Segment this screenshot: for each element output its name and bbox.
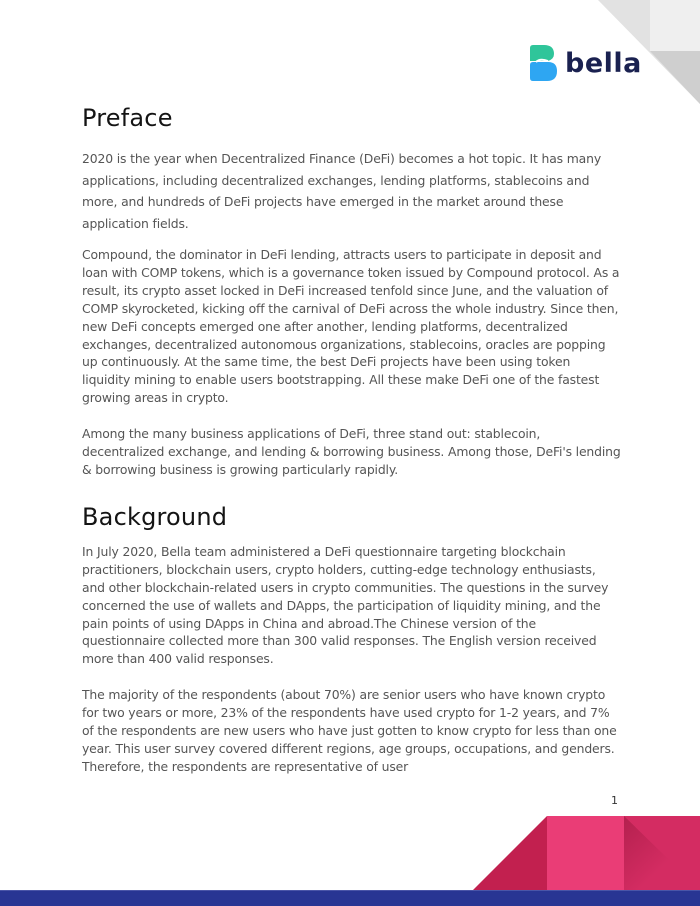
bella-logo	[528, 44, 642, 82]
heading-preface: Preface	[82, 104, 173, 132]
preface-paragraph-2: Compound, the dominator in DeFi lending, attracts users to participate in deposit and loan with COMP tokens, which is a governance token issued by Compound protocol. As a result, its crypto asset locked in DeFi increased tenfold since June, and the valuation of COMP skyrocketed, kicking off the carnival of DeFi across the whole industry. Since then, new DeFi concepts emerged one after another, lending platforms, decentralized exchanges, decentralized autonomous organizations, stablecoins, oracles are popping up continuously. At the same time, the best DeFi projects have been using token liquidity mining to enable users bootstrapping. All these make DeFi one of the fastest growing areas in crypto.	[82, 247, 620, 406]
bella-logo-text: bella	[565, 47, 642, 79]
page-number: 1	[611, 794, 618, 807]
footer-decoration	[0, 806, 700, 906]
document-body	[82, 104, 622, 776]
preface-paragraph-3: Among the many business applications of DeFi, three stand out: stablecoin, decentralized exchange, and lending & borrowing business. Among those, DeFi's lending & borrowing business is growing particularly rapidly.	[82, 426, 621, 477]
preface-paragraph-1: 2020 is the year when Decentralized Finance (DeFi) becomes a hot topic. It has many applications, including decentralized exchanges, lending platforms, stablecoins and more, and hundreds of DeFi projects have emerged in the market around these application fields.	[82, 151, 602, 231]
background-paragraph-2: The majority of the respondents (about 70%) are senior users who have known crypto for two years or more, 23% of the respondents have used crypto for 1-2 years, and 7% of the respondents are new users who have just gotten to know crypto for less than one year. This user survey covered different regions, age groups, occupations, and genders. Therefore, the respondents are representative of user	[82, 687, 617, 774]
heading-background: Background	[82, 502, 228, 531]
background-paragraph-1: In July 2020, Bella team administered a DeFi questionnaire targeting blockchain practitioners, blockchain users, crypto holders, cutting-edge technology enthusiasts, and other blockchain-related users in crypto communities. The questions in the survey concerned the use of wallets and DApps, the participation of liquidity mining, and the pain points of using DApps in China and abroad.The Chinese version of the questionnaire collected more than 300 valid responses. The English version received more than 400 valid responses.	[82, 543, 609, 667]
bella-logo-mark-icon	[528, 44, 558, 82]
